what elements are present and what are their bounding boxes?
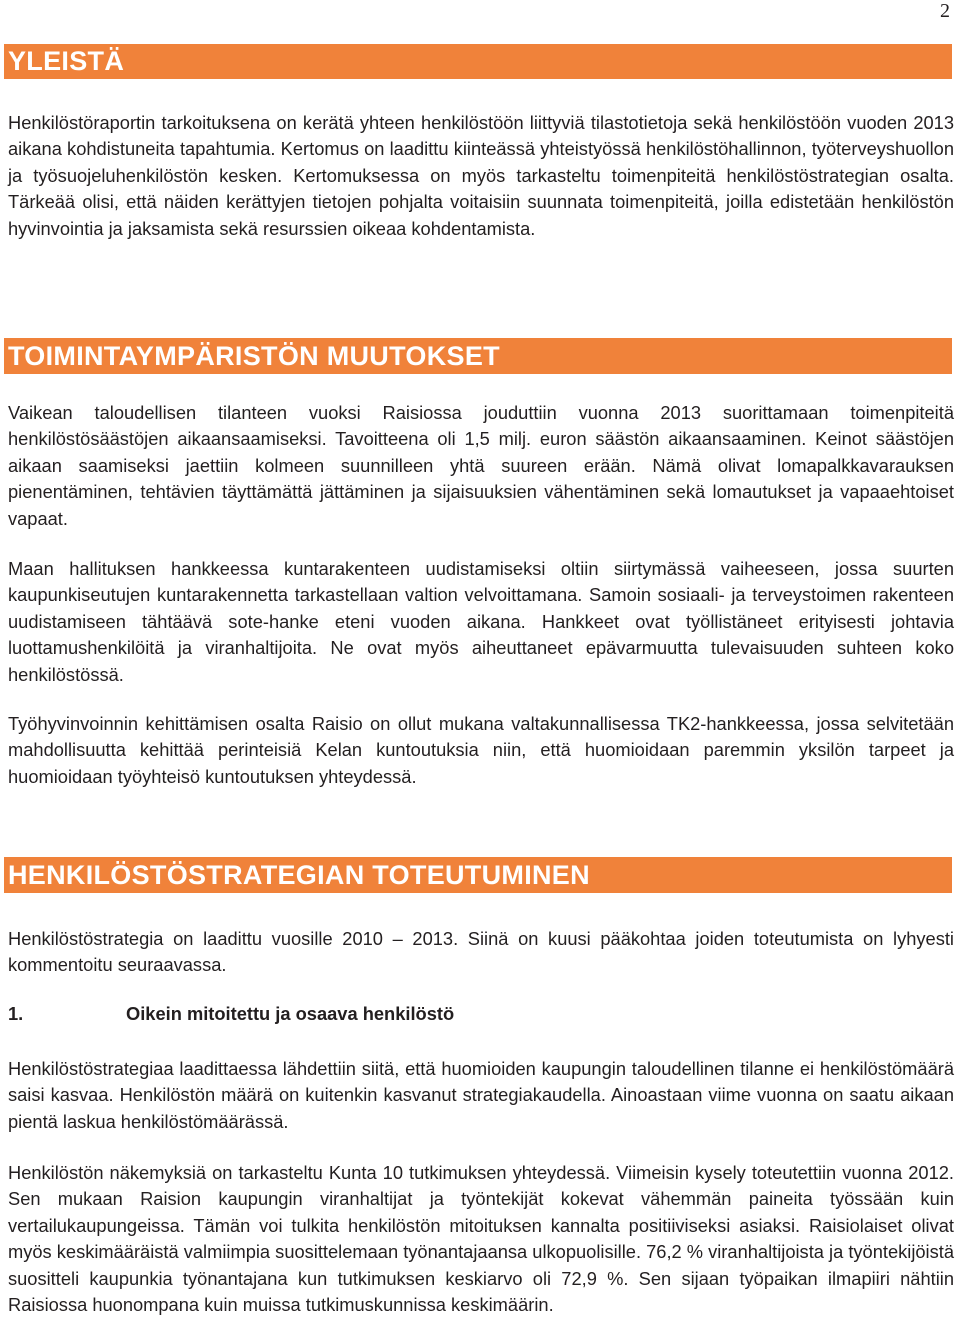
paragraph-wellbeing: Työhyvinvoinnin kehittämisen osalta Raisio on ollut mukana valtakunnallisessa TK2-hankkeessa, jossa selvitetään mahdollisuutta kehittää perinteisiä Kelan kuntoutuksia niin, että huomioidaan paremmin yksilön tarpeet ja huomioidaan työyhteisö kuntoutuksen yhteydessä. bbox=[8, 713, 954, 787]
section-heading-text: YLEISTÄ bbox=[8, 46, 125, 76]
subsection-number: 1. bbox=[8, 1003, 24, 1024]
paragraph-savings: Vaikean taloudellisen tilanteen vuoksi Raisiossa jouduttiin vuonna 2013 suorittamaan toimenpiteitä henkilöstösäästöjen aikaansaamiseksi. Tavoitteena oli 1,5 milj. euron säästön aikaansaaminen. Keinot säästöjen aikaan saamiseksi jaettiin kolmeen suunnilleen yhtä suureen erään. Nämä olivat lomapalkkavarauksen pienentäminen, tehtävien täyttämättä jättäminen ja sijaisuuksien vähentäminen sekä lomautukset ja vapaaehtoiset vapaat. bbox=[8, 402, 954, 529]
subsection-heading bbox=[8, 1001, 454, 1027]
paragraph-kunta10-survey: Henkilöstön näkemyksiä on tarkasteltu Kunta 10 tutkimuksen yhteydessä. Viimeisin kysely toteutettiin vuonna 2012. Sen mukaan Raision kaupungin viranhaltijat ja työntekijät kokevat vähemmän paineita työssään kuin vertailukaupungeissa. Tämän voi tulkita henkilöstön mitoituksen kannalta positiiviseksi asiaksi. Raisiolaiset olivat myös keskimääräistä valmiimpia suosittelemaan työnantajaansa ulkopuolisille. 76,2 % viranhaltijoista ja työntekijöistä suositteli kaupunkia työnantajana kun tutkimuksen keskiarvo oli 72,9 %. Sen sijaan työpaikan ilmapiiri nähtiin Raisiossa huonompana kuin muissa tutkimuskunnissa keskimäärin. bbox=[8, 1162, 955, 1316]
section-heading-toimintaympariston-muutokset bbox=[4, 338, 952, 374]
page-number: 2 bbox=[940, 0, 950, 22]
intro-paragraph: Henkilöstöraportin tarkoituksena on kerätä yhteen henkilöstöön liittyviä tilastotietoja sekä henkilöstöön vuoden 2013 aikana kohdistuneita tapahtumia. Kertomus on laadittu kiinteässä yhteistyössä henkilöstöhallinnon, työterveyshuollon ja työsuojeluhenkilöstön kesken. Kertomuksessa on myös tarkasteltu toimenpiteitä henkilöstöstrategian osalta. Tärkeää olisi, että näiden kerättyjen tietojen pohjalta voitaisiin suunnata toimenpiteitä, joilla edistetään henkilöstön hyvinvointia ja jaksamista sekä resurssien oikeaa kohdentamista. bbox=[8, 112, 954, 239]
section-heading-text: HENKILÖSTÖSTRATEGIAN TOTEUTUMINEN bbox=[8, 859, 590, 890]
section-heading-henkilostostrategian-toteutuminen bbox=[4, 857, 952, 893]
section-heading-text: TOIMINTAYMPÄRISTÖN MUUTOKSET bbox=[8, 340, 500, 371]
subsection-title: Oikein mitoitettu ja osaava henkilöstö bbox=[126, 1003, 455, 1024]
strategy-intro-paragraph: Henkilöstöstrategia on laadittu vuosille 2010 – 2013. Siinä on kuusi pääkohtaa joiden toteutumista on lyhyesti kommentoitu seuraavassa. bbox=[8, 928, 954, 976]
section-heading-yleista bbox=[4, 44, 952, 79]
paragraph-municipal-reform: Maan hallituksen hankkeessa kuntarakenteen uudistamiseksi oltiin siirtymässä vaiheeseen, jossa suurten kaupunkiseutujen kuntarakennetta tarkastellaan valtion velvoittamana. Samoin sosiaali- ja terveystoimen rakenteen uudistamiseen tähtäävä sote-hanke eteni vuoden aikana. Hankkeet ovat työllistäneet erityisesti johtavia luottamushenkilöitä ja viranhaltijoita. Ne ovat myös aiheuttaneet epävarmuutta tulevaisuuden suhteen koko henkilöstössä. bbox=[8, 558, 954, 685]
paragraph-staff-count: Henkilöstöstrategiaa laadittaessa lähdettiin siitä, että huomioiden kaupungin taloudellinen tilanne ei henkilöstömäärä saisi kasvaa. Henkilöstön määrä on kuitenkin kasvanut strategiakaudella. Ainoastaan viime vuonna on saatu aikaan pientä laskua henkilöstömäärässä. bbox=[8, 1058, 954, 1132]
